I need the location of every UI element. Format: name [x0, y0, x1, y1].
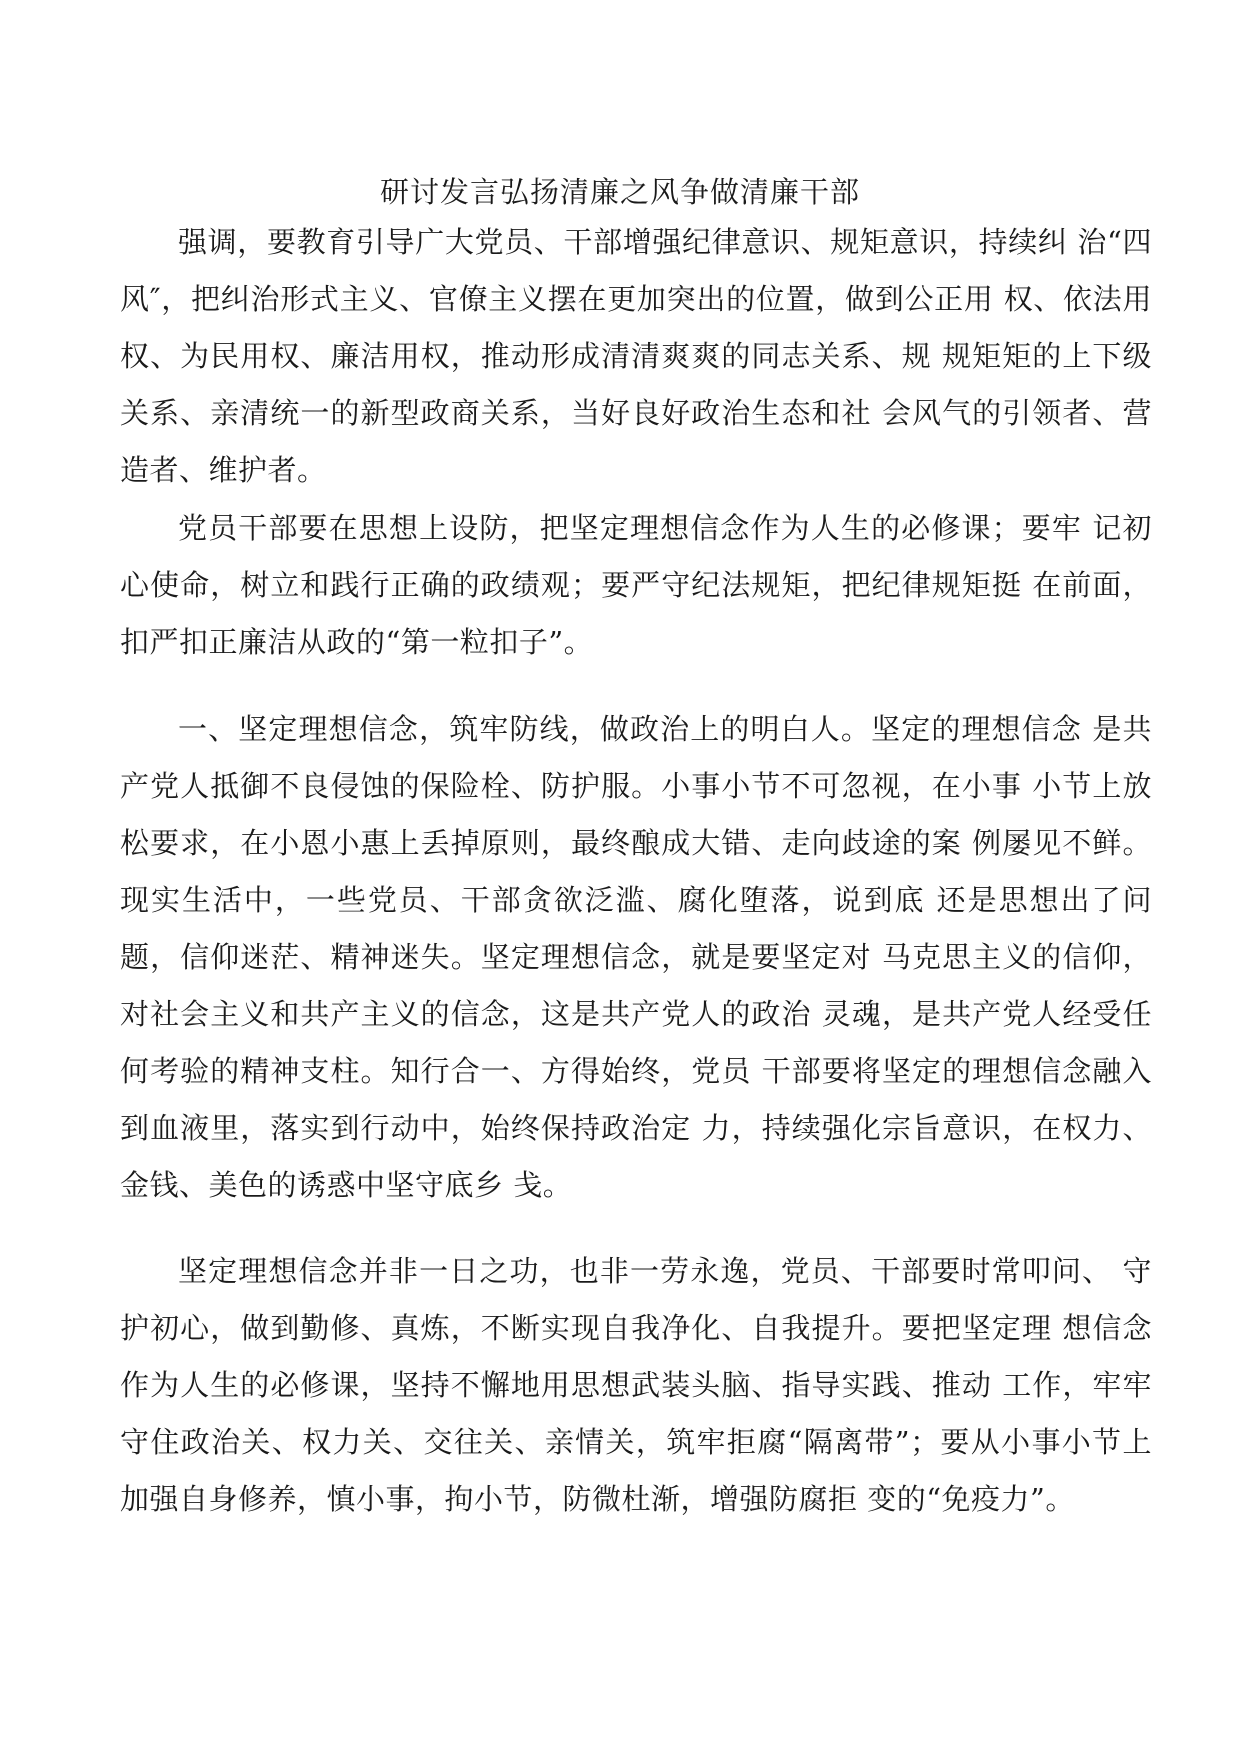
page-title: 研讨发言弘扬清廉之风争做清廉干部	[379, 175, 860, 209]
paragraph-4: 坚定理想信念并非一日之功，也非一劳永逸，党员、干部要时常叩问、 守护初心，做到勤修、真炼，不断实现自我净化、自我提升。要把坚定理 想信念作为人生的必修课，坚持不懈地用思想武装头脑、指导实践、推动 工作，牢牢守住政治关、权力关、交往关、亲情关，筑牢拒腐“隔离带”；要从小事小节上加强自身修养，慎小事，拘小节，防微杜渐，增强防腐拒 变的“免疫力”。	[120, 1254, 1152, 1516]
paragraph-2: 党员干部要在思想上设防，把坚定理想信念作为人生的必修课；要牢 记初心使命，树立和践行正确的政绩观；要严守纪法规矩，把纪律规矩挺 在前面，扣严扣正廉洁从政的“第一粒扣子”。	[120, 511, 1152, 659]
paragraph-1: 强调，要教育引导广大党员、干部增强纪律意识、规矩意识，持续纠 治“四风″，把纠治形式主义、官僚主义摆在更加突出的位置，做到公正用 权、依法用权、为民用权、廉洁用权，推动形成清清爽爽的同志关系、规 规矩矩的上下级关系、亲清统一的新型政商关系，当好良好政治生态和社 会风气的引领者、营造者、维护者。	[120, 225, 1152, 487]
paragraph-3: 一、坚定理想信念，筑牢防线，做政治上的明白人。坚定的理想信念 是共产党人抵御不良侵蚀的保险栓、防护服。小事小节不可忽视，在小事 小节上放松要求，在小恩小惠上丢掉原则，最终酿成大错、走向歧途的案 例屡见不鲜。现实生活中，一些党员、干部贪欲泛滥、腐化堕落，说到底 还是思想出了问题，信仰迷茫、精神迷失。坚定理想信念，就是要坚定对 马克思主义的信仰，对社会主义和共产主义的信念，这是共产党人的政治 灵魂，是共产党人经受任何考验的精神支柱。知行合一、方得始终，党员 干部要将坚定的理想信念融入到血液里，落实到行动中，始终保持政治定 力，持续强化宗旨意识，在权力、金钱、美色的诱惑中坚守底乡 戋。	[120, 712, 1152, 1202]
